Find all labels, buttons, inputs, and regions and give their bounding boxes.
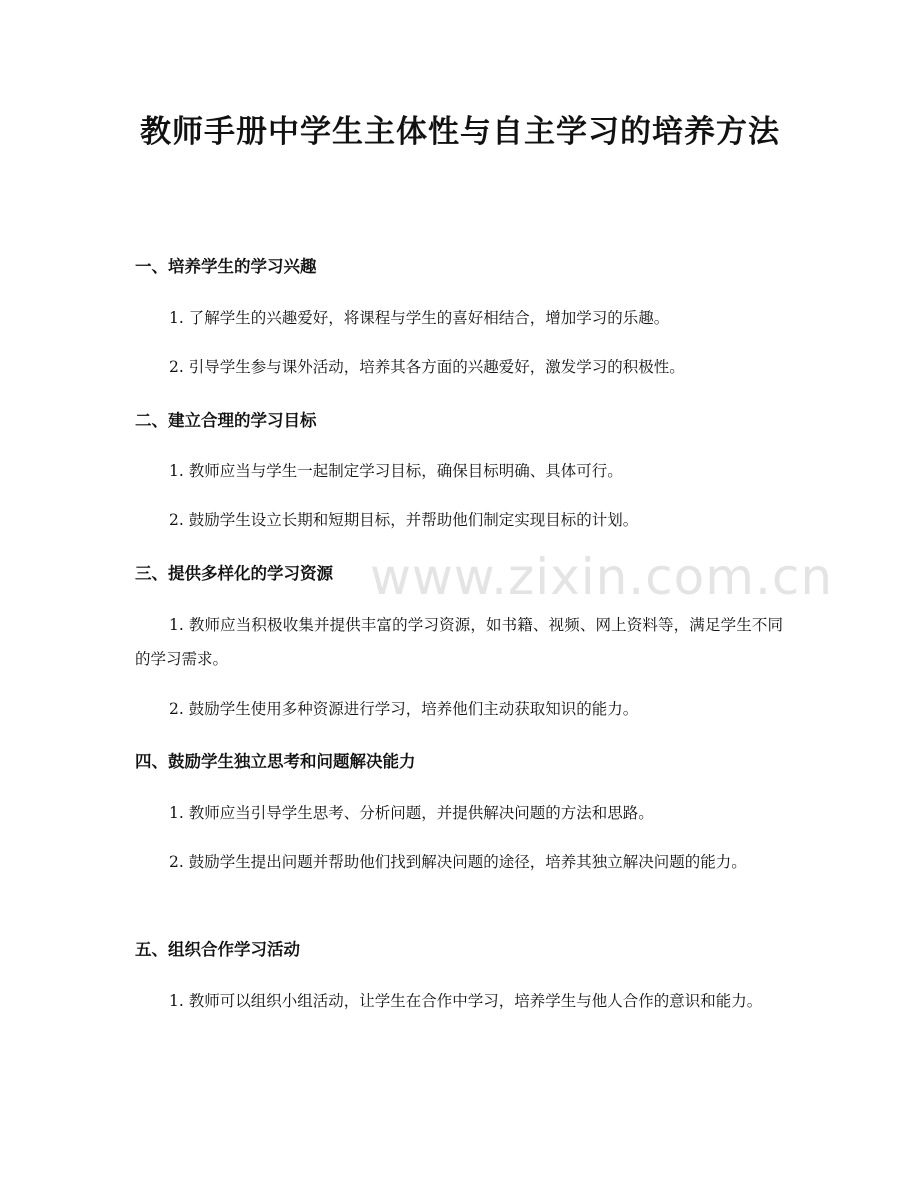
section-heading-2: 二、建立合理的学习目标 [135, 411, 317, 430]
section-4-item-2: 2. 鼓励学生提出问题并帮助他们找到解决问题的途径，培养其独立解决问题的能力。 [169, 853, 747, 871]
section-3-item-2: 2. 鼓励学生使用多种资源进行学习，培养他们主动获取知识的能力。 [169, 700, 639, 718]
section-2-item-1: 1. 教师应当与学生一起制定学习目标，确保目标明确、具体可行。 [169, 462, 623, 480]
section-2-item-2: 2. 鼓励学生设立长期和短期目标，并帮助他们制定实现目标的计划。 [169, 511, 639, 529]
section-heading-4: 四、鼓励学生独立思考和问题解决能力 [135, 752, 416, 771]
section-1-item-1: 1. 了解学生的兴趣爱好，将课程与学生的喜好相结合，增加学习的乐趣。 [169, 309, 670, 327]
watermark: www.zixin.com.cn [370, 548, 834, 606]
section-1-item-2: 2. 引导学生参与课外活动，培养其各方面的兴趣爱好，激发学习的积极性。 [169, 358, 685, 376]
section-4-item-1: 1. 教师应当引导学生思考、分析问题，并提供解决问题的方法和思路。 [169, 804, 654, 822]
section-heading-5: 五、组织合作学习活动 [135, 940, 300, 959]
document-title: 教师手册中学生主体性与自主学习的培养方法 [140, 114, 780, 150]
section-5-item-1: 1. 教师可以组织小组活动，让学生在合作中学习，培养学生与他人合作的意识和能力。 [169, 992, 763, 1010]
section-heading-3: 三、提供多样化的学习资源 [135, 564, 333, 583]
section-heading-1: 一、培养学生的学习兴趣 [135, 257, 317, 276]
section-3-item-1: 1. 教师应当积极收集并提供丰富的学习资源，如书籍、视频、网上资料等，满足学生不同的学习需求。 [135, 616, 783, 668]
